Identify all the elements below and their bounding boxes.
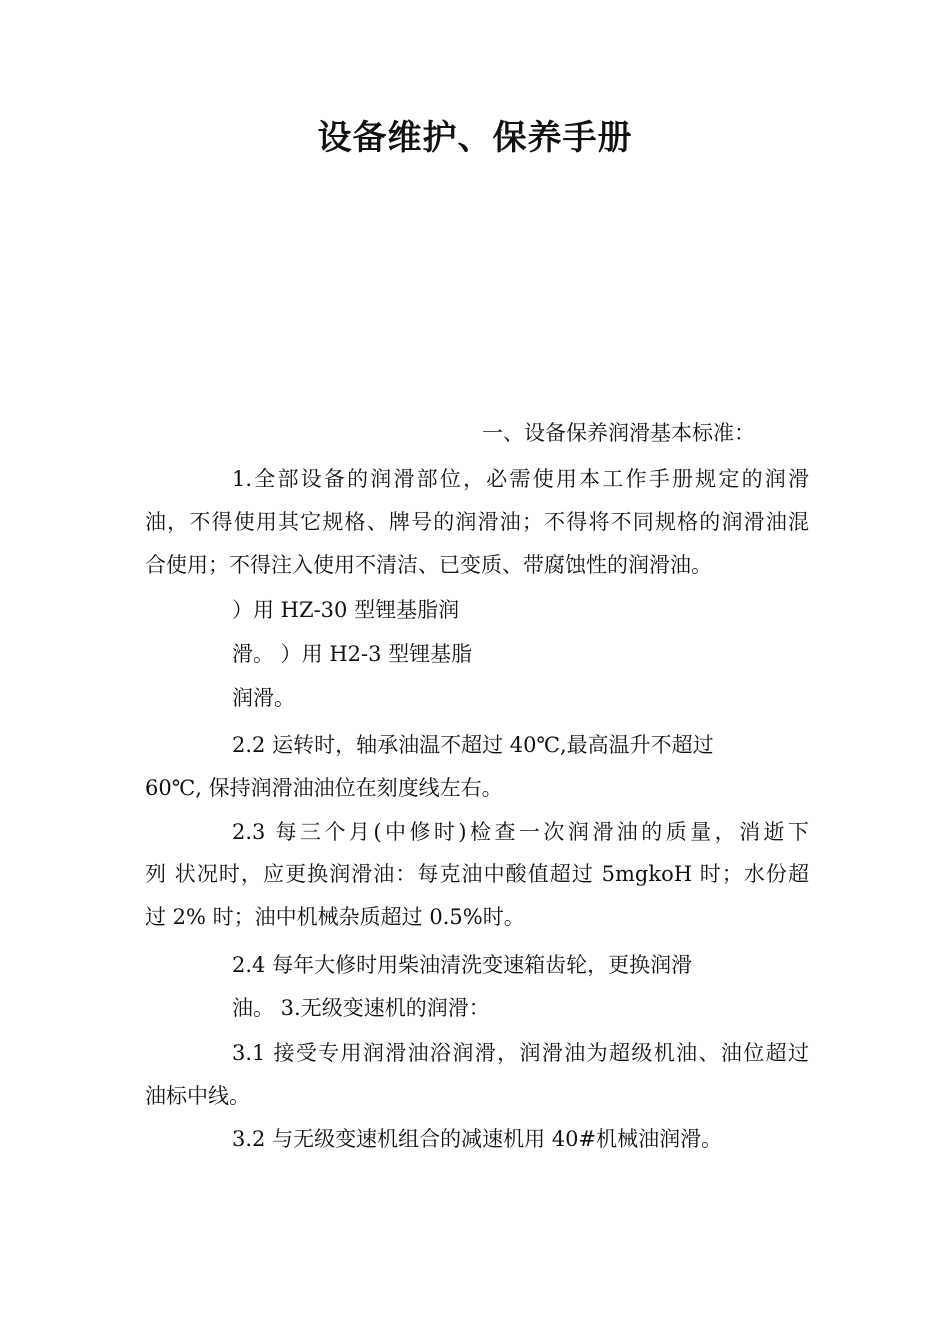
- paragraph-4-line-2: 列 状况时，应更换润滑油：每克油中酸值超过 5mgkoH 时；水份超: [145, 862, 809, 886]
- paragraph-3-line-2: 60℃, 保持润滑油油位在刻度线左右。: [145, 776, 503, 800]
- paragraph-2-line-2: 滑。 ）用 H2-3 型锂基脂: [232, 642, 473, 666]
- paragraph-5-line-1: 2.4 每年大修时用柴油清洗变速箱齿轮，更换润滑: [232, 953, 693, 977]
- paragraph-2-line-3: 润滑。: [232, 686, 295, 710]
- paragraph-4-line-3: 过 2% 时；油中机械杂质超过 0.5%时。: [145, 905, 525, 929]
- paragraph-7-line-1: 3.2 与无级变速机组合的减速机用 40#机械油润滑。: [232, 1127, 723, 1151]
- paragraph-3-line-1: 2.2 运转时，轴承油温不超过 40℃,最高温升不超过: [232, 733, 714, 757]
- paragraph-4-line-1: 2.3 每三个月(中修时)检查一次润滑油的质量，消逝下: [232, 820, 809, 844]
- section-heading: 一、设备保养润滑基本标准：: [482, 421, 755, 445]
- paragraph-2-line-1: ）用 HZ-30 型锂基脂润: [232, 598, 460, 622]
- document-title: 设备维护、保养手册: [317, 118, 633, 158]
- paragraph-6-line-2: 油标中线。: [145, 1084, 250, 1108]
- paragraph-5-line-2: 油。 3.无级变速机的润滑：: [232, 996, 490, 1020]
- paragraph-6-line-1: 3.1 接受专用润滑油浴润滑，润滑油为超级机油、油位超过: [232, 1041, 809, 1065]
- paragraph-1-line-1: 1.全部设备的润滑部位，必需使用本工作手册规定的润滑: [232, 467, 809, 491]
- paragraph-1-line-3: 合使用；不得注入使用不清洁、已变质、带腐蚀性的润滑油。: [145, 553, 712, 577]
- paragraph-1-line-2: 油，不得使用其它规格、牌号的润滑油；不得将不同规格的润滑油混: [145, 510, 809, 534]
